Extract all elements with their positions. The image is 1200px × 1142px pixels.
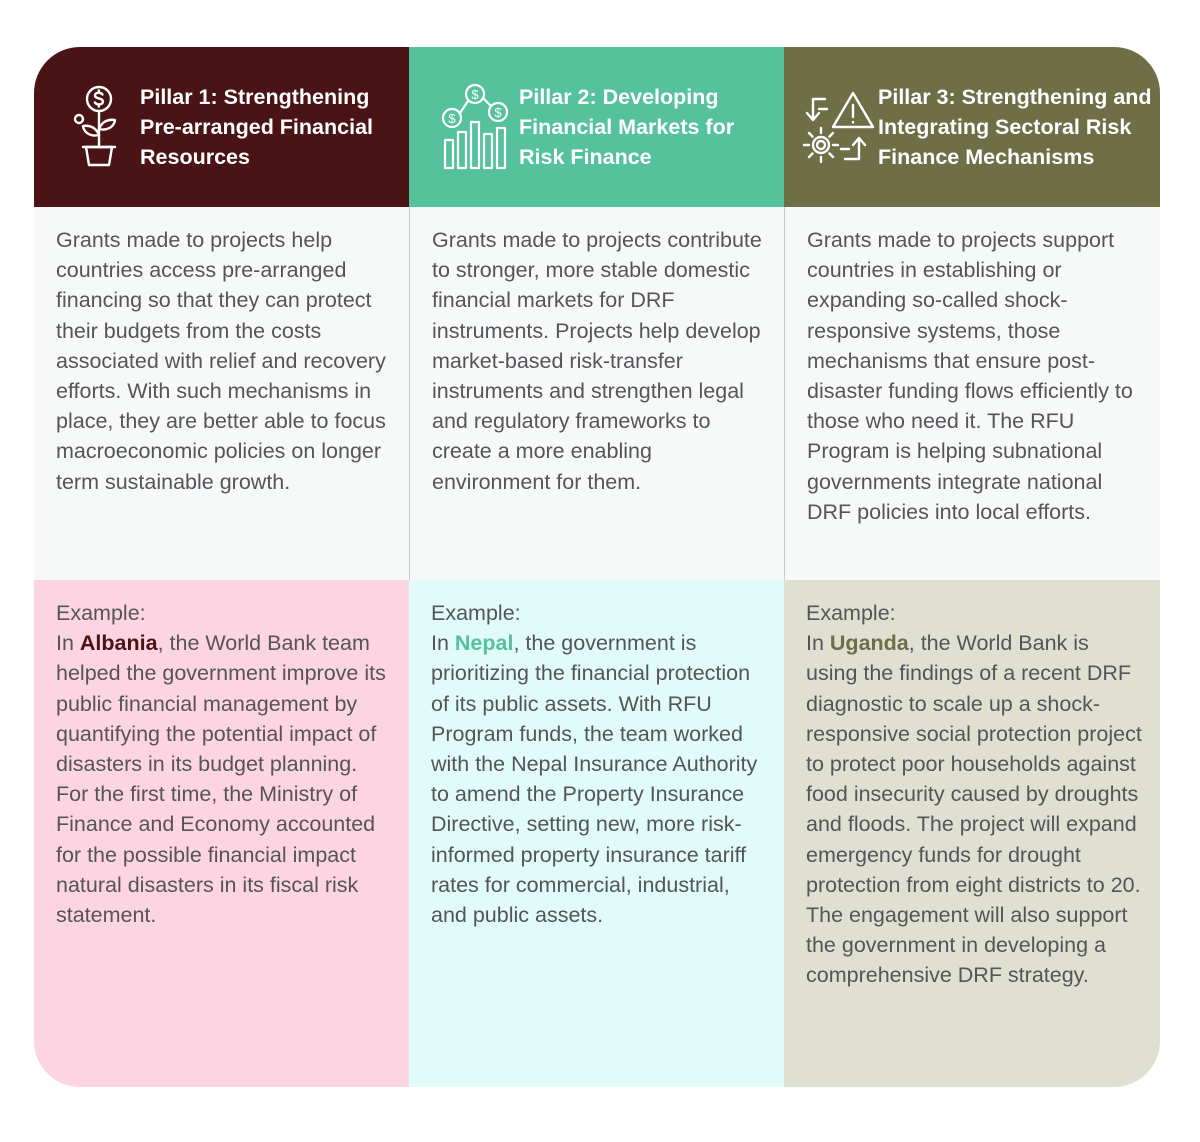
example-prefix: In [806, 631, 830, 656]
pillar-1-example [34, 580, 409, 1087]
example-text: , the government is prioritizing the financial protection of its public assets. With RFU Program funds, the team worked with the Nepal Insurance Authority to amend the Property Insurance Directive, setting new, more risk-informed property insurance tariff rates for commercial, industrial, and public assets. [431, 631, 758, 928]
pillar-1-description: Grants made to projects help countries access pre-arranged financing so that they can protect their budgets from the costs associated with relief and recovery efforts. With such mechanisms in place, they are better able to focus macroeconomic policies on longer term sustainable growth. [34, 207, 409, 580]
example-prefix: In [431, 631, 455, 656]
pillar-2-header [409, 47, 784, 207]
financial-market-icon [429, 82, 519, 172]
pillar-3-header [784, 47, 1160, 207]
pillar-3-example [784, 580, 1160, 1087]
example-text: , the World Bank is using the findings of a recent DRF diagnostic to scale up a shock-responsive social protection project to protect poor households against food insecurity caused by droughts and floods. The project will expand emergency funds for drought protection from eight districts to 20. The engagement will also support the government in developing a comprehensive DRF strategy. [806, 631, 1142, 988]
svg-text:$: $ [448, 111, 456, 126]
pillar-2-description: Grants made to projects contribute to stronger, more stable domestic financial markets for DRF instruments. Projects help develop market-based risk-transfer instruments and strengthen legal and regulatory frameworks to create a more enabling environment for them. [409, 207, 784, 580]
pillar-3-description: Grants made to projects support countries in establishing or expanding so-called shock-responsive systems, those mechanisms that ensure post-disaster funding flows efficiently to those who need it. The RFU Program is helping subnational governments integrate national DRF policies into local efforts. [784, 207, 1160, 580]
country-nepal: Nepal [454, 631, 514, 656]
pillar-2-title: Pillar 2: Developing Financial Markets for Risk Finance [519, 85, 735, 169]
gear-warning-icon [800, 87, 878, 167]
example-label: Example: [431, 601, 521, 625]
country-uganda: Uganda [829, 631, 909, 656]
pillar-1-title: Pillar 1: Strengthening Pre-arranged Financial Resources [140, 85, 373, 169]
country-albania: Albania [79, 631, 158, 656]
pillar-3-title: Pillar 3: Strengthening and Integrating Sectoral Risk Finance Mechanisms [878, 85, 1152, 169]
example-text: , the World Bank team helped the government improve its public financial management by quantifying the potential impact of disasters in its budget planning. For the first time, the Ministry of Finance and Economy accounted for the possible financial impact natural disasters in its fiscal risk statement. [56, 631, 386, 928]
svg-text:$: $ [471, 87, 479, 102]
example-label: Example: [806, 601, 896, 625]
pillars-table [34, 47, 1160, 1087]
example-label: Example: [56, 601, 146, 625]
pillar-1-header [34, 47, 409, 207]
svg-text:$: $ [494, 105, 502, 120]
example-prefix: In [56, 631, 80, 656]
pillar-2-example [409, 580, 784, 1087]
money-plant-icon [58, 85, 140, 169]
